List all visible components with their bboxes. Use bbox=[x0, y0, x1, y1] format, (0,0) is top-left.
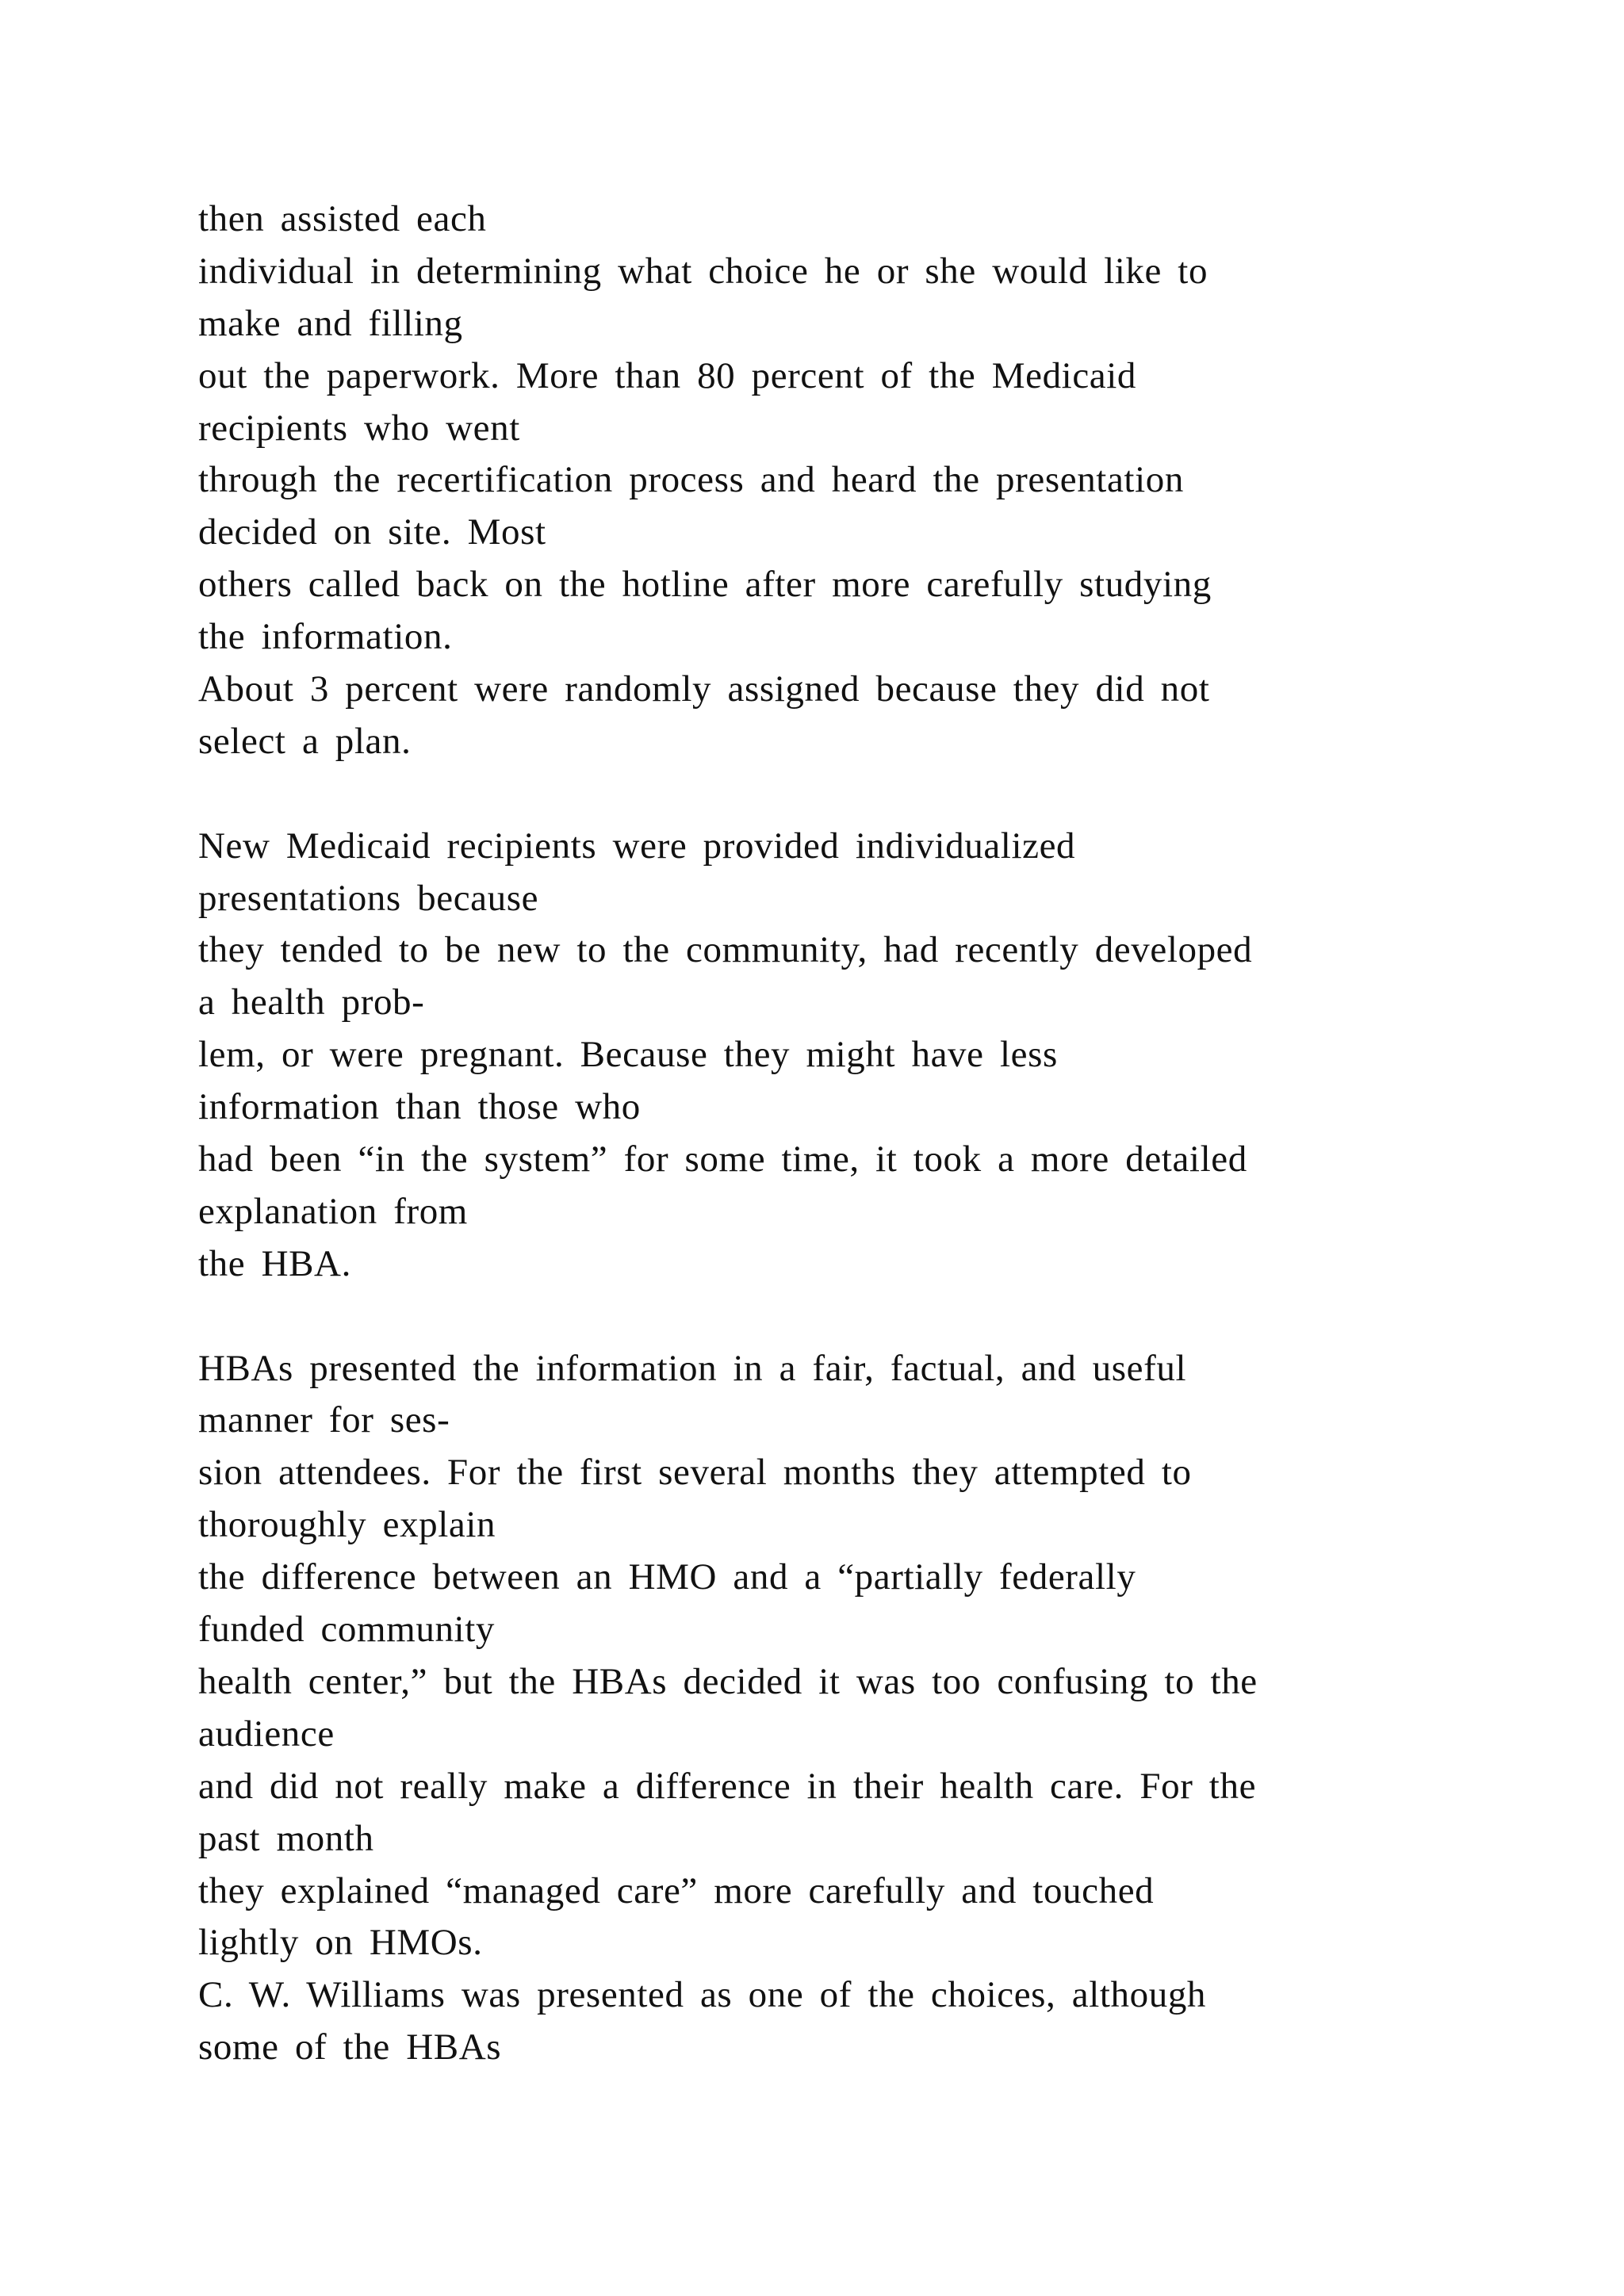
text-line: then assisted each bbox=[198, 198, 487, 239]
paragraph-3 bbox=[198, 1343, 1499, 2074]
text-line: sion attendees. For the first several months they attempted to bbox=[198, 1452, 1192, 1494]
text-line: thoroughly explain bbox=[198, 1504, 496, 1546]
text-line: past month bbox=[198, 1817, 374, 1859]
text-line: a health prob- bbox=[198, 982, 425, 1024]
text-line: funded community bbox=[198, 1609, 495, 1651]
text-line: and did not really make a difference in their health care. For the bbox=[198, 1765, 1257, 1807]
text-line: lem, or were pregnant. Because they might have less bbox=[198, 1034, 1058, 1076]
text-line: through the recertification process and heard the presentation bbox=[198, 459, 1184, 501]
text-line: the difference between an HMO and a “partially federally bbox=[198, 1556, 1136, 1598]
paragraph-spacer bbox=[198, 768, 1499, 821]
paragraph-spacer bbox=[198, 1291, 1499, 1343]
text-line: the HBA. bbox=[198, 1242, 351, 1284]
text-line: had been “in the system” for some time, it took a more detailed bbox=[198, 1138, 1247, 1181]
text-line: others called back on the hotline after more carefully studying bbox=[198, 564, 1212, 606]
text-line: decided on site. Most bbox=[198, 511, 546, 553]
text-line: they tended to be new to the community, had recently developed bbox=[198, 929, 1253, 971]
text-line: information than those who bbox=[198, 1086, 641, 1128]
text-line: About 3 percent were randomly assigned because they did not bbox=[198, 668, 1210, 710]
text-line: the information. bbox=[198, 616, 453, 658]
text-line: out the paperwork. More than 80 percent of the Medicaid bbox=[198, 354, 1137, 396]
text-line: New Medicaid recipients were provided individualized bbox=[198, 825, 1076, 867]
text-line: recipients who went bbox=[198, 407, 520, 449]
text-line: HBAs presented the information in a fair, factual, and useful bbox=[198, 1347, 1187, 1389]
text-line: make and filling bbox=[198, 302, 463, 344]
text-line: individual in determining what choice he or she would like to bbox=[198, 250, 1208, 292]
paragraph-1 bbox=[198, 193, 1499, 768]
text-line: audience bbox=[198, 1712, 335, 1755]
paragraph-2 bbox=[198, 821, 1499, 1291]
text-line: they explained “managed care” more carefully and touched bbox=[198, 1869, 1155, 1911]
text-line: some of the HBAs bbox=[198, 2026, 502, 2068]
text-line: select a plan. bbox=[198, 720, 412, 762]
text-line: explanation from bbox=[198, 1190, 468, 1232]
text-line: presentations because bbox=[198, 877, 539, 919]
document-page bbox=[198, 193, 1499, 2074]
text-line: health center,” but the HBAs decided it was too confusing to the bbox=[198, 1660, 1258, 1702]
text-line: manner for ses- bbox=[198, 1399, 450, 1441]
text-line: C. W. Williams was presented as one of the choices, although bbox=[198, 1974, 1207, 2016]
text-line: lightly on HMOs. bbox=[198, 1922, 483, 1964]
